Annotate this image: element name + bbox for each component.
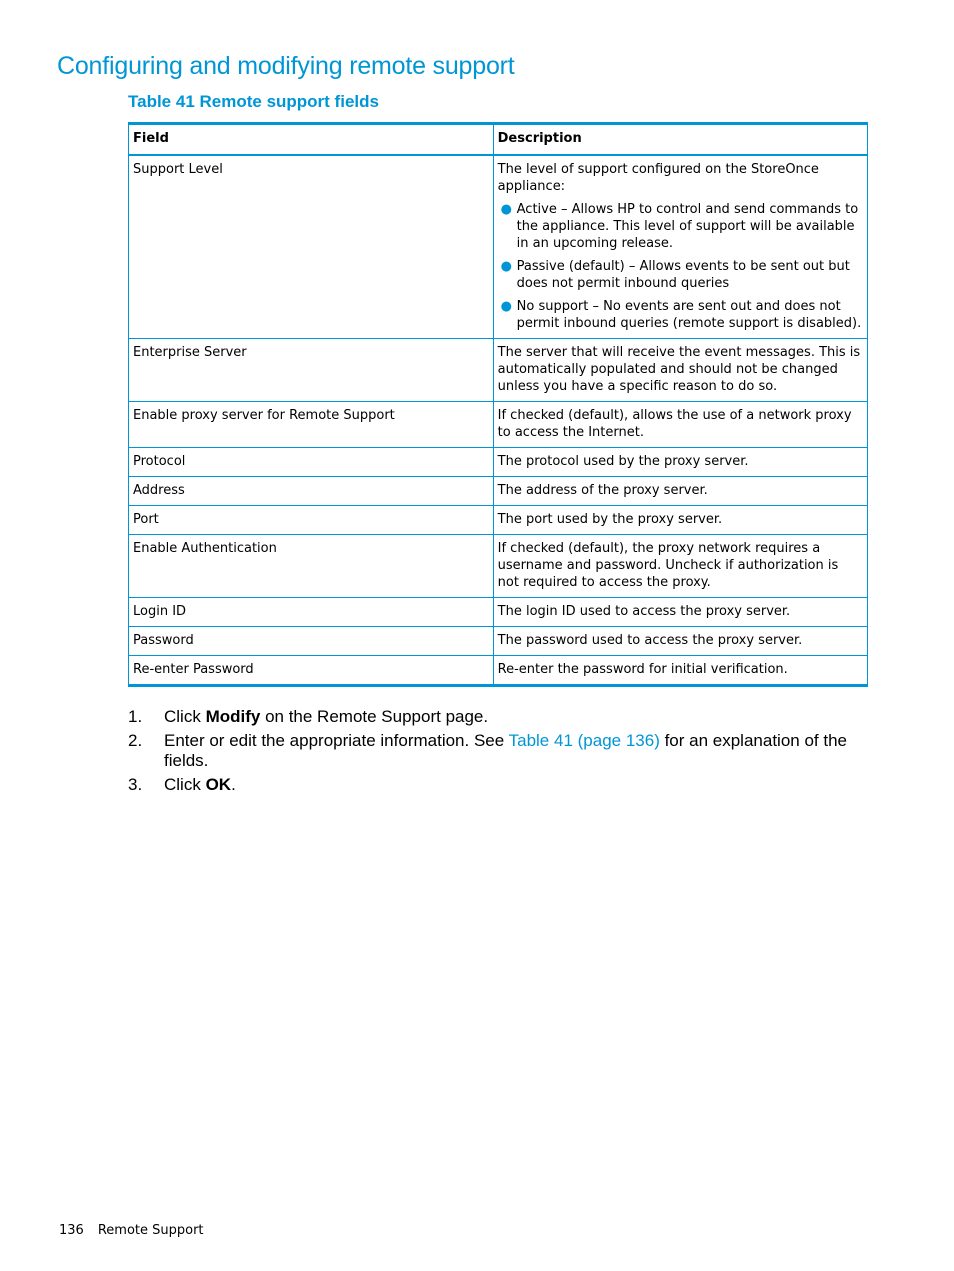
list-item — [498, 201, 862, 252]
support-level-list — [498, 201, 862, 332]
field-cell: Enable Authentication — [129, 535, 494, 598]
step-item — [128, 707, 868, 727]
bullet-icon: ● — [500, 202, 512, 217]
step-bold-term: Modify — [205, 707, 261, 726]
step-text: for an explanation of the fields. — [164, 731, 847, 770]
procedure-steps — [128, 707, 868, 799]
field-cell: Enable proxy server for Remote Support — [129, 402, 494, 448]
step-text: on the Remote Support page. — [260, 707, 489, 726]
bullet-icon: ● — [500, 259, 512, 274]
description-cell: The port used by the proxy server. — [493, 506, 867, 535]
table-row — [129, 339, 868, 402]
page-footer — [59, 1223, 204, 1238]
list-item — [498, 298, 862, 332]
table-row — [129, 448, 868, 477]
table-row — [129, 155, 868, 339]
step-text: Click — [164, 707, 206, 726]
description-cell: The password used to access the proxy server. — [493, 627, 867, 656]
page-number: 136 — [59, 1223, 84, 1238]
remote-support-fields-table — [128, 122, 868, 687]
footer-section: Remote Support — [97, 1223, 204, 1238]
field-cell: Password — [129, 627, 494, 656]
table-row — [129, 627, 868, 656]
table-header-row — [129, 124, 868, 156]
list-item — [498, 258, 862, 292]
field-cell: Support Level — [129, 155, 494, 339]
field-cell: Port — [129, 506, 494, 535]
description-cell: If checked (default), allows the use of a network proxy to access the Internet. — [493, 402, 867, 448]
step-text: Enter or edit the appropriate information. See — [164, 731, 509, 750]
field-cell: Re-enter Password — [129, 656, 494, 686]
field-cell: Enterprise Server — [129, 339, 494, 402]
list-item-text: No support – No events are sent out and does not permit inbound queries (remote support is disabled). — [516, 299, 862, 331]
step-bold-term: OK — [205, 775, 232, 794]
table-row — [129, 656, 868, 686]
field-cell: Address — [129, 477, 494, 506]
description-cell: The protocol used by the proxy server. — [493, 448, 867, 477]
description-cell: The server that will receive the event messages. This is automatically populated and should not be changed unless you have a specific reason to do so. — [493, 339, 867, 402]
step-number: 1. — [128, 707, 143, 726]
field-cell: Login ID — [129, 598, 494, 627]
step-number: 3. — [128, 775, 143, 794]
header-description: Description — [493, 124, 867, 156]
step-text: Click — [164, 775, 206, 794]
page-title: Configuring and modifying remote support — [57, 52, 515, 80]
list-item-text: Active – Allows HP to control and send commands to the appliance. This level of support will be available in an upcoming release. — [516, 202, 859, 251]
table-row — [129, 535, 868, 598]
description-cell: The address of the proxy server. — [493, 477, 867, 506]
description-cell: Re-enter the password for initial verification. — [493, 656, 867, 686]
step-number: 2. — [128, 731, 143, 750]
table-caption: Table 41 Remote support fields — [128, 92, 379, 111]
step-item — [128, 731, 868, 771]
bullet-icon: ● — [500, 299, 512, 314]
field-cell: Protocol — [129, 448, 494, 477]
description-cell: If checked (default), the proxy network requires a username and password. Uncheck if authorization is not required to access the proxy. — [493, 535, 867, 598]
table-cross-reference-link[interactable]: Table 41 (page 136) — [508, 731, 660, 750]
header-field: Field — [129, 124, 494, 156]
description-cell: The login ID used to access the proxy server. — [493, 598, 867, 627]
table-row — [129, 477, 868, 506]
description-intro: The level of support configured on the StoreOnce appliance: — [497, 162, 819, 194]
description-cell — [493, 155, 867, 339]
table-row — [129, 506, 868, 535]
list-item-text: Passive (default) – Allows events to be sent out but does not permit inbound queries — [516, 259, 850, 291]
step-text: . — [231, 775, 236, 794]
step-item — [128, 775, 868, 795]
table-row — [129, 402, 868, 448]
table-row — [129, 598, 868, 627]
